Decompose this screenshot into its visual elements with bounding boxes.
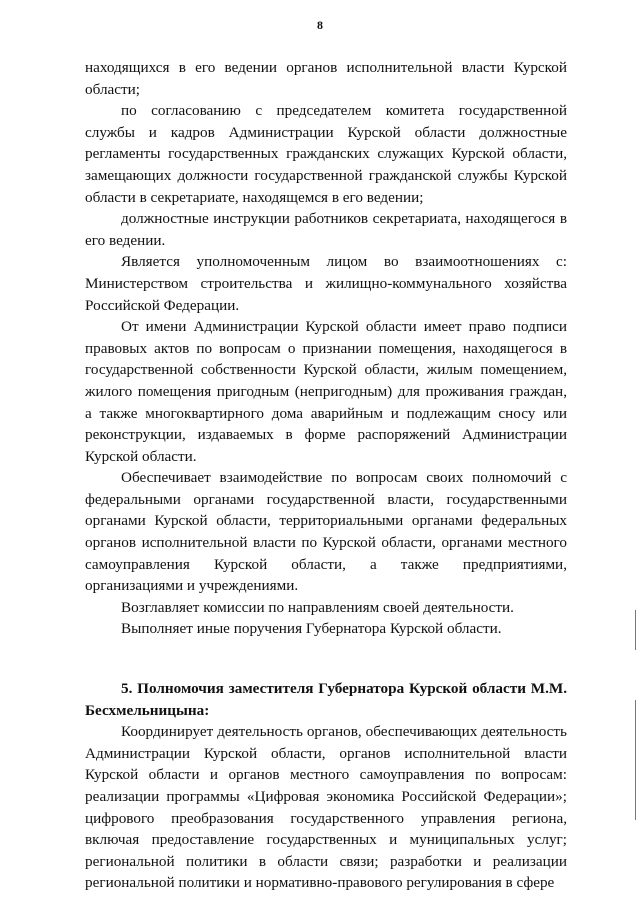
scan-margin-line <box>635 610 636 650</box>
paragraph: Выполняет иные поручения Губернатора Курской области. <box>121 620 502 638</box>
paragraph: по согласованию с председателем комитета государственной службы и кадров Администрации Курской области должностные регламенты государственных гражданских служащих Курской области, замещающих должности государственной гражданской службы Курской области в секретариате, находящемся в его ведении; <box>85 102 567 206</box>
paragraph: Возглавляет комиссии по направлениям своей деятельности. <box>121 598 514 616</box>
document-body <box>85 57 567 894</box>
paragraph: Является уполномоченным лицом во взаимоотношениях с: Министерством строительства и жилищно-коммунального хозяйства Российской Федерации. <box>85 253 567 314</box>
paragraph: От имени Администрации Курской области имеет право подписи правовых актов по вопросам о признании помещения, находящегося в государственной собственности Курской области, жилым помещением, жилого помещения пригодным (непригодным) для проживания граждан, а также многоквартирного дома аварийным и подлежащим сносу или реконструкции, издаваемых в форме распоряжений Администрации Курской области. <box>85 318 567 465</box>
scan-margin-line <box>635 700 636 820</box>
paragraph: должностные инструкции работников секретариата, находящегося в его ведении. <box>85 210 567 249</box>
paragraph: Координирует деятельность органов, обеспечивающих деятельность Администрации Курской области, органов исполнительной власти Курской области и органов местного самоуправления по вопросам: реализации программы «Цифровая экономика Российской Федерации»; цифрового преобразования государственного управления региона, включая предоставление государственных и муниципальных услуг; региональной политики в области связи; разработки и реализации региональной политики и нормативно-правового регулирования в сфере <box>85 723 567 892</box>
page-number: 8 <box>317 18 323 32</box>
section-spacer <box>85 640 567 678</box>
paragraph: Обеспечивает взаимодействие по вопросам своих полномочий с федеральными органами государственной власти, государственными органами Курской области, территориальными органами федеральных органов исполнительной власти по Курской области, органами местного самоуправления Курской области, а также предприятиями, организациями и учреждениями. <box>85 469 567 595</box>
section-heading: 5. Полномочия заместителя Губернатора Курской области М.М. Бесхмельницына: <box>85 680 567 719</box>
paragraph: находящихся в его ведении органов исполнительной власти Курской области; <box>85 59 567 98</box>
